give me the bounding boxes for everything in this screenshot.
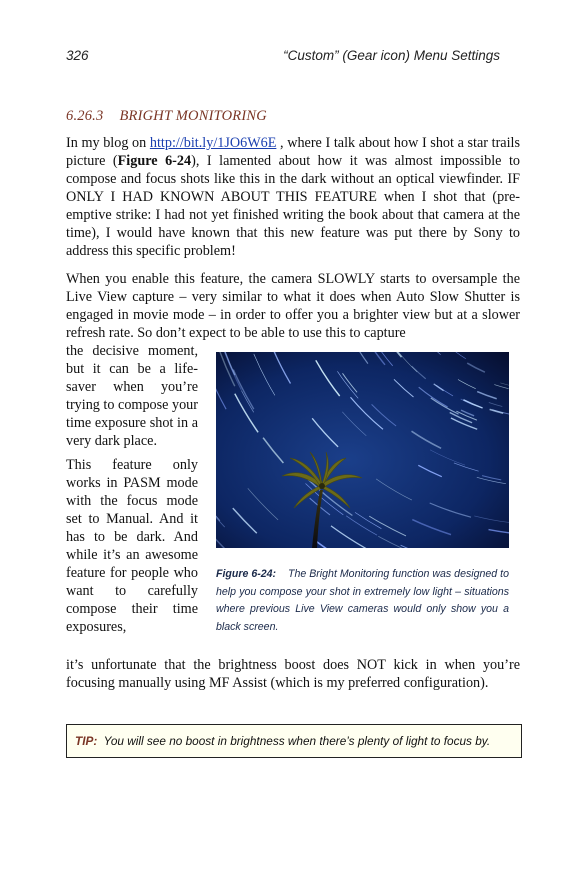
page-number: 326 [66,48,89,63]
figure-reference: Figure 6-24 [117,153,192,169]
intro-text-rest: ), I lamented about how it was almost impossible to compose and focus shots like this in the dark without an optical viewfinder. IF ONLY I HAD KNOWN ABOUT THIS FEATURE when I shot that (pre-emptive strike: I had not yet finished writing the book about that camera at the time), I would have known that this new feature was put there by Sony to address this specific problem! [66,153,520,259]
section-title: BRIGHT MONITORING [119,108,267,124]
figure-caption-text: The Bright Monitoring function was designed to help you compose your shot in extremely low light – situations where previous Live View cameras would only show you a black screen. [216,568,509,633]
section-heading [66,108,267,125]
page-header [66,48,500,68]
running-title: “Custom” (Gear icon) Menu Settings [283,48,500,63]
figure-label: Figure 6-24: [216,568,277,580]
paragraph-mf-assist: it’s unfortunate that the brightness boost does NOT kick in when you’re focusing manually using MF Assist (which is my preferred configuration). [66,657,520,691]
blog-link[interactable]: http://bit.ly/1JO6W6E [149,135,277,151]
paragraph-intro [66,134,520,260]
figure-caption [216,566,509,636]
intro-text-mid: , where I talk about how I shot a star trails picture ( [66,135,520,169]
tip-text: You will see no boost in brightness when there’s plenty of light to focus by. [103,734,491,748]
paragraph-pasm-mode: This feature only works in PASM mode with the focus mode set to Manual. And it has to be dark. And while it’s an awesome feature for people who want to carefully compose their time exposures, [66,457,198,635]
section-number: 6.26.3 [66,108,104,124]
paragraph-decisive-moment: the decisive moment, but it can be a life-saver when you’re trying to compose your time exposure shot in a very dark place. [66,343,199,449]
paragraph-oversample: When you enable this feature, the camera SLOWLY starts to oversample the Live View capture – very similar to what it does when Auto Slow Shutter is engaged in movie mode – in order to offer you a brighter view but at a slower refresh rate. So don’t expect to be able to use this to capture [66,271,520,341]
star-trails-photo [216,352,509,548]
intro-text-start: In my blog on [66,135,150,151]
wrapped-text-column [66,342,198,636]
tip-box [66,724,522,758]
tip-label: TIP: [75,734,98,748]
star-trails-image [216,352,509,548]
tip-content [75,734,513,748]
